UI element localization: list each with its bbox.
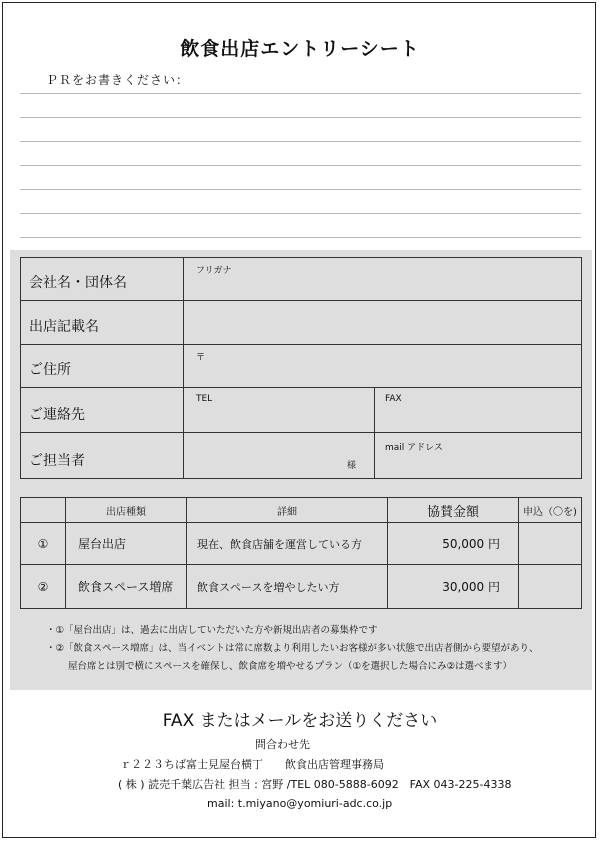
pr-line[interactable]: [20, 93, 581, 94]
shop-name-field[interactable]: [184, 301, 582, 345]
sama-label: 様: [346, 460, 356, 471]
pr-line[interactable]: [20, 141, 581, 142]
note-line: ・②「飲食スペース増席」は、当イベントは常に席数より利用したいお客様が多い状態で出店者側から要望があり、: [46, 643, 539, 654]
furigana-label: フリガナ: [196, 266, 232, 276]
header-number: [21, 498, 66, 523]
inquiry-label: 問合わせ先: [255, 738, 310, 751]
row-amount: 30,000 円: [388, 565, 519, 609]
apply-cell[interactable]: [519, 523, 582, 565]
fax-field[interactable]: [375, 388, 582, 433]
fax-title: FAX またはメールをお送りください: [162, 711, 438, 731]
contact-mail[interactable]: mail: t.miyano@yomiuri-adc.co.jp: [207, 797, 393, 810]
company-field[interactable]: [184, 258, 582, 301]
pr-label: ＰＲをお書きください：: [46, 73, 190, 87]
row-type: 飲食スペース増席: [66, 565, 187, 609]
header-type: 出店種類: [66, 498, 187, 523]
row-number: ②: [21, 565, 66, 609]
header-amount: 協賛金額: [388, 498, 519, 523]
pr-line[interactable]: [20, 165, 581, 166]
note-line: 屋台席とは別で横にスペースを確保し、飲食席を増やせるプラン（①を選択した場合にみ②は選べます）: [68, 661, 513, 672]
row-number: ①: [21, 523, 66, 565]
person-label: ご担当者: [21, 433, 184, 479]
applicant-form: [20, 257, 582, 479]
address-field[interactable]: [184, 345, 582, 388]
pr-line[interactable]: [20, 117, 581, 118]
page-title: 飲食出店エントリーシート: [180, 38, 420, 60]
header-detail: 詳細: [187, 498, 388, 523]
row-detail: 現在、飲食店舗を運営している方: [187, 523, 388, 565]
header-apply: 申込（〇を): [519, 498, 582, 523]
address-label: ご住所: [21, 345, 184, 388]
office-address: ｒ２２３ちば富士見屋台横丁 飲食出店管理事務局: [120, 758, 384, 771]
fax-label: FAX: [385, 394, 402, 404]
row-type: 屋台出店: [66, 523, 187, 565]
mail-label: mail アドレス: [385, 442, 443, 453]
pr-line[interactable]: [20, 237, 581, 238]
notes: [46, 622, 539, 676]
booth-table: [20, 497, 582, 609]
person-field[interactable]: [184, 433, 375, 479]
tel-field[interactable]: [184, 388, 375, 433]
pr-line[interactable]: [20, 213, 581, 214]
pr-line[interactable]: [20, 189, 581, 190]
apply-cell[interactable]: [519, 565, 582, 609]
shop-name-label: 出店記載名: [21, 301, 184, 345]
mail-field[interactable]: [375, 433, 582, 479]
company-label: 会社名・団体名: [21, 258, 184, 301]
contact-label: ご連絡先: [21, 388, 184, 433]
contact-info: ( 株 ) 読売千葉広告社 担当 : 宮野 /TEL 080-5888-6092 FAX 043-225-4338: [118, 778, 512, 791]
tel-label: TEL: [196, 394, 213, 404]
postal-mark: 〒: [196, 353, 206, 363]
row-amount: 50,000 円: [388, 523, 519, 565]
row-detail: 飲食スペースを増やしたい方: [187, 565, 388, 609]
note-line: ・①「屋台出店」は、過去に出店していただいた方や新規出店者の募集枠です: [46, 625, 378, 636]
